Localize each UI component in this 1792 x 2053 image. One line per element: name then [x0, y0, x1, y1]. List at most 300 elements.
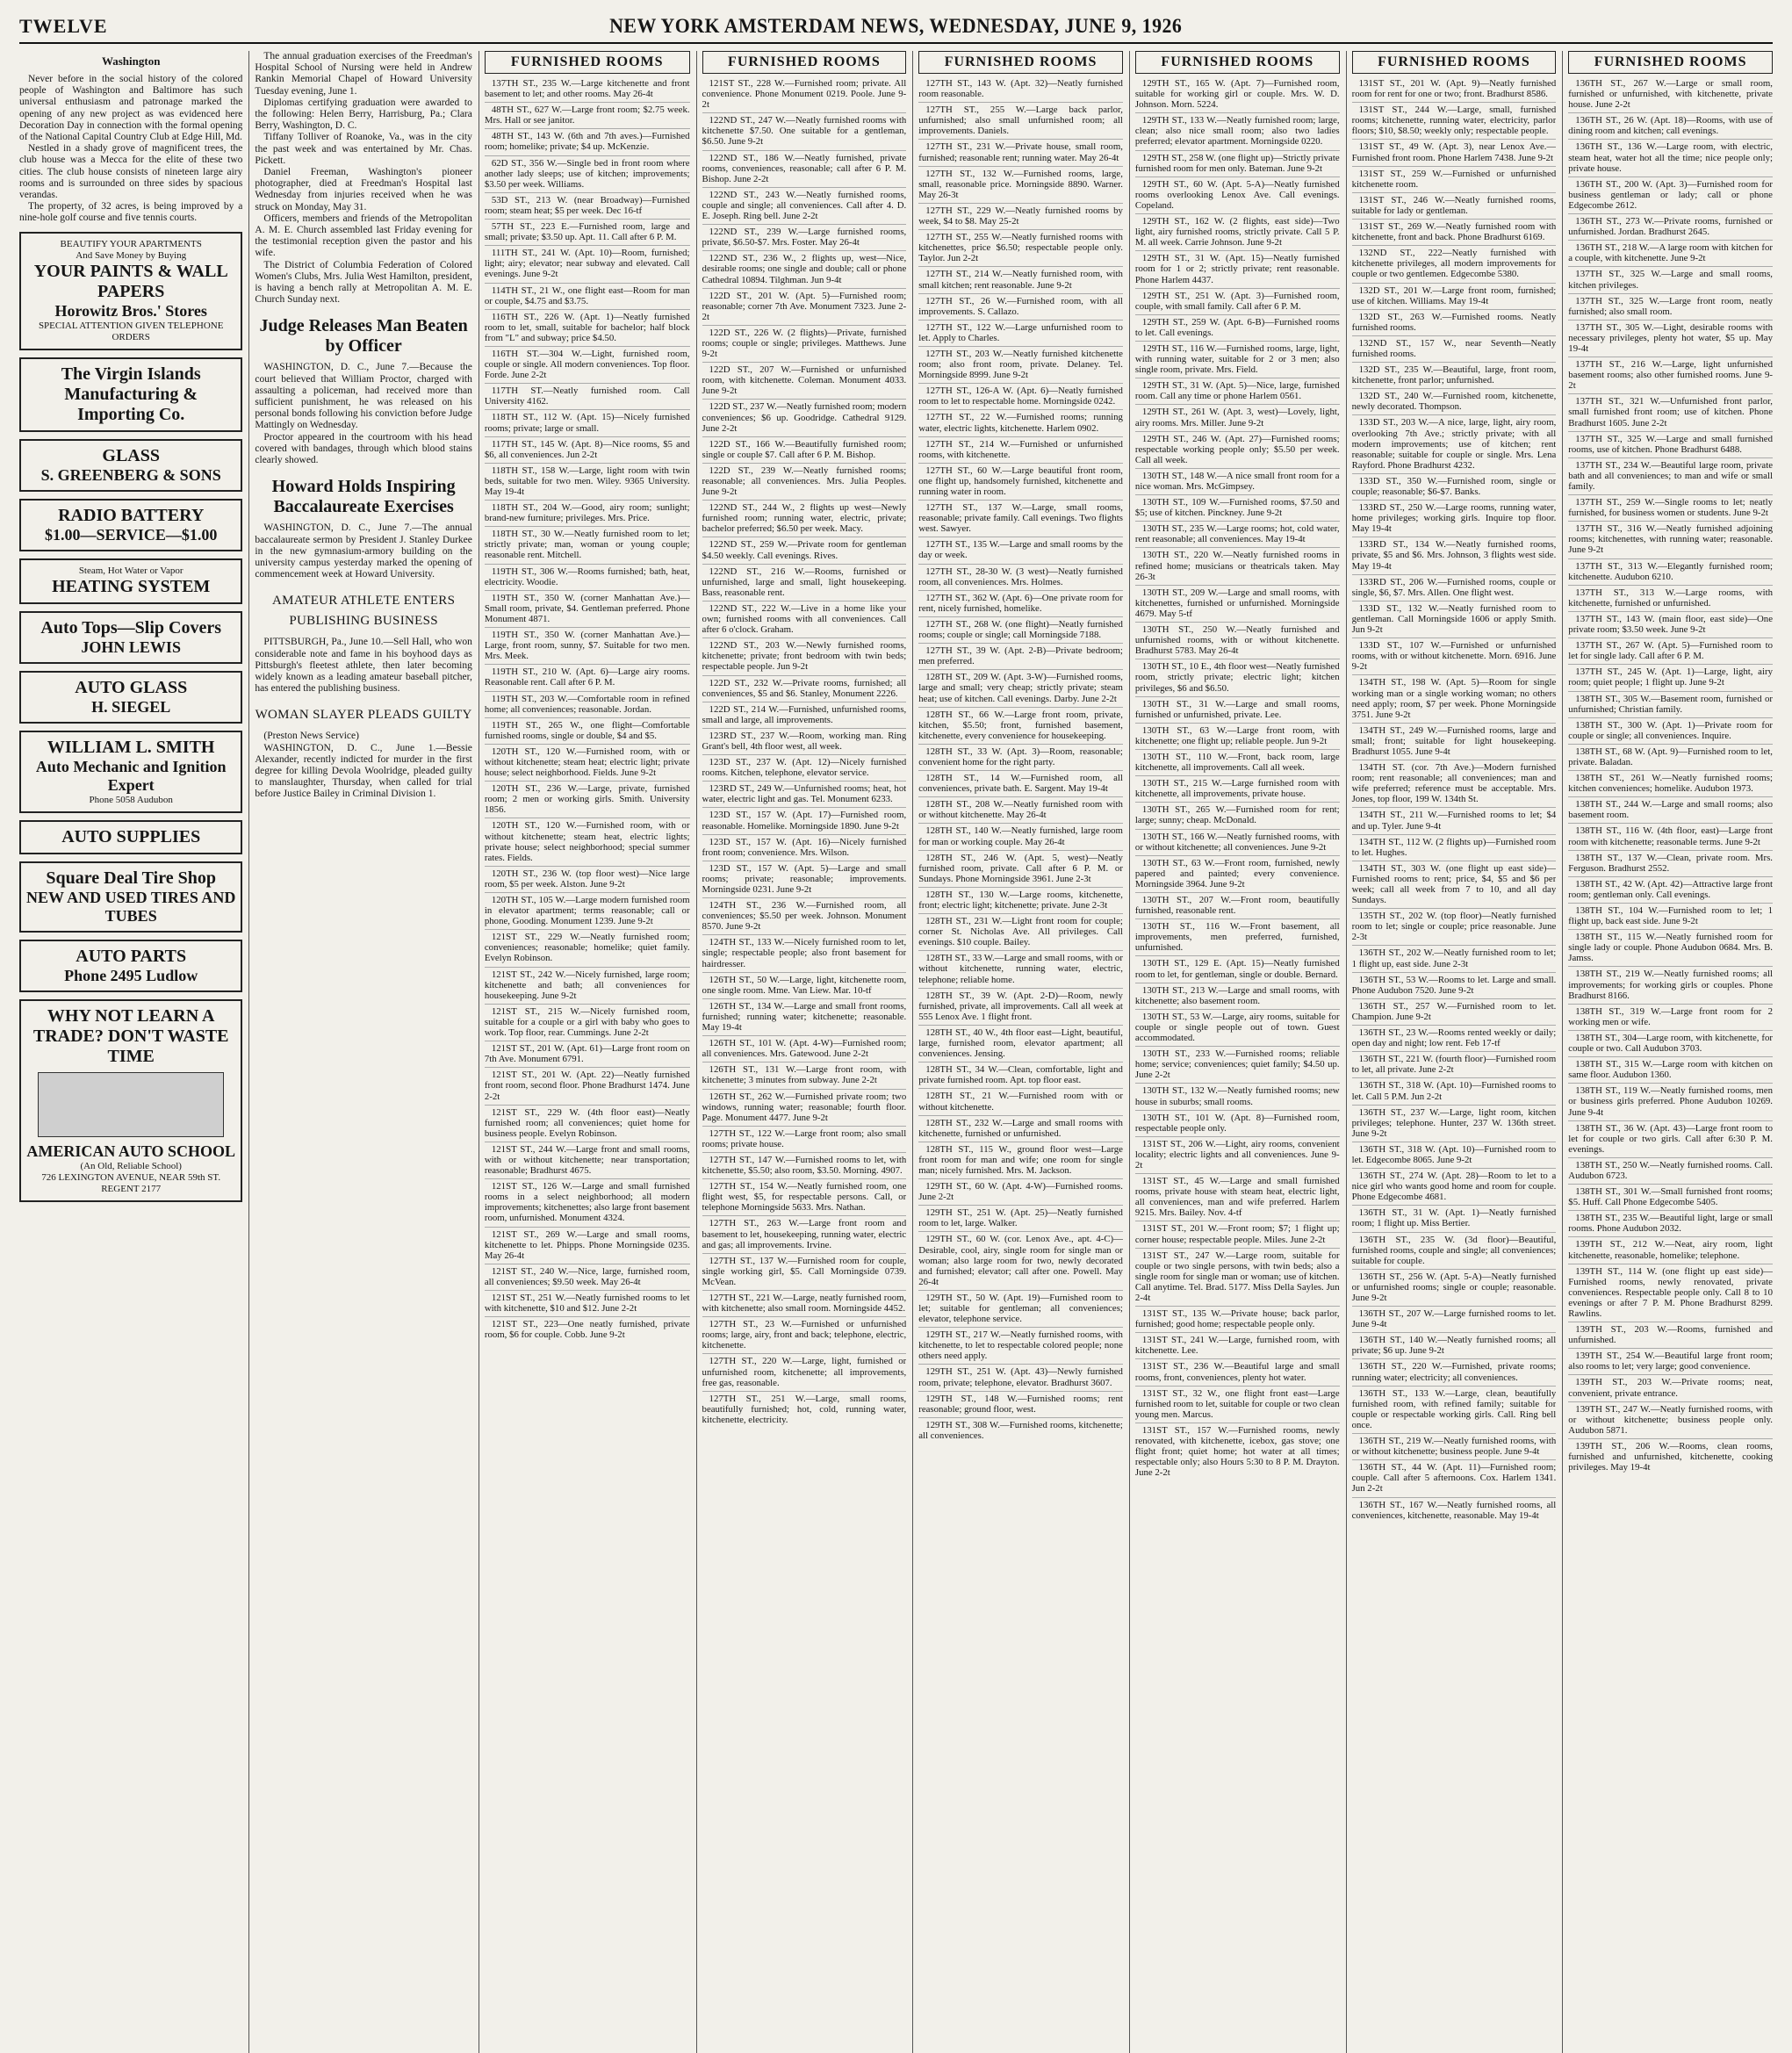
classified-ad: 136TH ST., 23 W.—Rooms rented weekly or daily; open day and night; low rent. Feb 17-tf: [1352, 1025, 1557, 1048]
classified-ad: 137TH ST., 313 W.—Large rooms, with kitchenette, furnished or unfurnished.: [1568, 585, 1773, 609]
classified-ad: 127TH ST., 229 W.—Neatly furnished rooms by week, $4 to $8. May 25-2t: [918, 203, 1123, 227]
classified-ad: 129TH ST., 251 W. (Apt. 25)—Neatly furnished room to let, large. Walker.: [918, 1205, 1123, 1228]
classified-ad: 122ND ST., 259 W.—Private room for gentleman $4.50 weekly. Call evenings. Rives.: [702, 537, 907, 560]
classified-ad: 130TH ST., 220 W.—Neatly furnished rooms in refined home; musicians or theatricals taken. May 26-3t: [1135, 547, 1340, 581]
classified-ad: 123D ST., 157 W. (Apt. 5)—Large and small rooms; private; reasonable; improvements. Morningside 0231. June 9-2t: [702, 861, 907, 895]
ad-title: YOUR PAINTS & WALL PAPERS: [33, 261, 228, 301]
classified-ad: 120TH ST., 120 W.—Furnished room, with or without kitchenette; steam heat; electric light; private house; select neighborhood. Fields. June 9-2t: [485, 744, 690, 778]
classified-column: [1346, 51, 1557, 2053]
classified-ad: 138TH ST., 137 W.—Clean, private room. Mrs. Ferguson. Bradhurst 2552.: [1568, 850, 1773, 874]
classified-ad: 128TH ST., 209 W. (Apt. 3-W)—Furnished rooms, large and small; very cheap; strictly private; steam heat; use of kitchen. Call evenings. Darby. June 2-2t: [918, 669, 1123, 703]
ad-line: Horowitz Bros.' Stores: [54, 301, 207, 320]
classified-ad: 129TH ST., 116 W.—Furnished rooms, large, light, with running water, suitable for 2 or 3 men; also single room, private. Mrs. Field.: [1135, 341, 1340, 375]
classified-ad: 138TH ST., 119 W.—Neatly furnished rooms, men or business girls preferred. Phone Audubon 10269. June 9-4t: [1568, 1083, 1773, 1117]
classified-ad: 139TH ST., 212 W.—Neat, airy room, light kitchenette, reasonable, homelike; telephone.: [1568, 1236, 1773, 1260]
classified-ad: 138TH ST., 301 W.—Small furnished front rooms; $5. Huff. Call Phone Edgecombe 5405.: [1568, 1184, 1773, 1207]
classified-ad: 127TH ST., 255 W.—Large back parlor, unfurnished; also small unfurnished room; all improvements. Daniels.: [918, 102, 1123, 136]
classified-ad: 122D ST., 239 W.—Neatly furnished rooms; reasonable; all conveniences. Mrs. Julia Peoples. June 9-2t: [702, 463, 907, 497]
school-address: 726 LEXINGTON AVENUE, NEAR 59th ST. REGENT 2177: [41, 1171, 221, 1194]
classified-ad: 136TH ST., 257 W.—Furnished room to let. Champion. June 9-2t: [1352, 998, 1557, 1022]
news-paragraph: Tiffany Tolliver of Roanoke, Va., was in the city the past week and was entertained by Mr. Chas. Pickett.: [255, 132, 472, 166]
classified-ad: 130TH ST., 101 W. (Apt. 8)—Furnished room, respectable people only.: [1135, 1110, 1340, 1134]
classified-ad: 136TH ST., 273 W.—Private rooms, furnished or unfurnished. Jordan. Bradhurst 2645.: [1568, 213, 1773, 237]
furnished-rooms-heading: FURNISHED ROOMS: [702, 51, 907, 74]
classified-ad: 127TH ST., 22 W.—Furnished rooms; running water, electric lights, kitchenette. Harlem 0902.: [918, 409, 1123, 433]
ad-paints: [19, 232, 242, 350]
classified-ad: 120TH ST., 236 W.—Large, private, furnished room; 2 men or working girls. Smith. University 1856.: [485, 781, 690, 815]
classified-ad: 129TH ST., 259 W. (Apt. 6-B)—Furnished rooms to let. Call evenings.: [1135, 314, 1340, 338]
classified-ad: 123D ST., 237 W. (Apt. 12)—Nicely furnished rooms. Kitchen, telephone, elevator service.: [702, 754, 907, 778]
classified-ad: 137TH ST., 234 W.—Beautiful large room, private bath and all conveniences; to man and wife or small family.: [1568, 457, 1773, 492]
ad-line: SPECIAL ATTENTION GIVEN TELEPHONE ORDERS: [38, 320, 224, 342]
classified-ad: 131ST ST., 241 W.—Large, furnished room, with kitchenette. Lee.: [1135, 1332, 1340, 1356]
ad-line: Steam, Hot Water or Vapor: [78, 565, 184, 576]
classified-ad: 127TH ST., 255 W.—Neatly furnished rooms with kitchenettes, price $6.50; respectable people only. Taylor. Jun 2-2t: [918, 229, 1123, 263]
classified-ad: 136TH ST., 274 W. (Apt. 28)—Room to let to a nice girl who wants good home and room for couple. Phone Edgecombe 4681.: [1352, 1168, 1557, 1202]
classified-ad: 126TH ST., 262 W.—Furnished private room; two windows, running water; reasonable; fourth floor. Page. Monument 4477. June 9-2t: [702, 1089, 907, 1123]
classified-ad: 137TH ST., 143 W. (main floor, east side)—One private room; $3.50 week. June 9-2t: [1568, 611, 1773, 635]
classified-ad: 136TH ST., 235 W. (3d floor)—Beautiful, furnished rooms, couple and single; all conveniences; suitable for couple.: [1352, 1232, 1557, 1266]
classified-ad: 122ND ST., 203 W.—Newly furnished rooms, kitchenette; private; front bedroom with twin beds; respectable people. Jun 9-2t: [702, 638, 907, 672]
classified-ad: 136TH ST., 53 W.—Rooms to let. Large and small. Phone Audubon 7520. June 9-2t: [1352, 972, 1557, 996]
classified-ad: 136TH ST., 256 W. (Apt. 5-A)—Neatly furnished or unfurnished rooms; single or couple; reasonable. June 9-2t: [1352, 1269, 1557, 1303]
classified-ad: 121ST ST., 229 W. (4th floor east)—Neatly furnished room; all conveniences; quiet home for business people. Evelyn Robinson.: [485, 1105, 690, 1139]
classified-ad: 128TH ST., 232 W.—Large and small rooms with kitchenette, furnished or unfurnished.: [918, 1115, 1123, 1139]
washington-paragraph: Never before in the social history of the colored people of Washington and Baltimore has such universal enthusiasm and patronage marked the opening of any new project as was evidenced here Decoration Day in connection with the formal opening of the National Capital Country Club at Edge Hill, Md.: [19, 74, 243, 143]
classified-ad: 122ND ST., 244 W., 2 flights up west—Newly furnished room; running water, electric, private; bachelor preferred; $6.50 per week. Macy.: [702, 500, 907, 534]
classified-list: [1352, 78, 1557, 1521]
ad-title: RADIO BATTERY: [58, 505, 205, 525]
classified-list: [1568, 78, 1773, 1473]
classified-ad: 121ST ST., 269 W.—Large and small rooms, kitchenette to let. Phipps. Phone Morningside 0235. May 26-4t: [485, 1227, 690, 1261]
classified-ad: 131ST ST., 32 W., one flight front east—Large furnished room to let, suitable for couple or two clean young men. Marcus.: [1135, 1386, 1340, 1420]
ad-line: NEW AND USED TIRES AND TUBES: [25, 888, 236, 925]
classified-ad: 137TH ST., 267 W. (Apt. 5)—Furnished room to let for single lady. Call after 6 P. M.: [1568, 638, 1773, 661]
classified-ad: 127TH ST., 214 W.—Neatly furnished room, with small kitchen; rent reasonable. June 9-2t: [918, 266, 1123, 290]
classified-ad: 138TH ST., 115 W.—Neatly furnished room for single lady or couple. Phone Audubon 0684. Mrs. B. Jamss.: [1568, 929, 1773, 963]
classified-ad: 124TH ST., 236 W.—Furnished room, all conveniences; $5.50 per week. Johnson. Monument 8570. June 9-2t: [702, 897, 907, 932]
classified-ad: 128TH ST., 115 W., ground floor west—Large front room for man and wife; one room for single man; nicely furnished. Mrs. M. Jackson.: [918, 1142, 1123, 1176]
ad-radio-battery: [19, 499, 242, 551]
classified-ad: 111TH ST., 241 W. (Apt. 10)—Room, furnished; light; airy; elevator; near subway and elevated. Call evenings. June 9-2t: [485, 245, 690, 279]
classified-ad: 130TH ST., 265 W.—Furnished room for rent; large; sunny; cheap. McDonald.: [1135, 802, 1340, 825]
news-paragraph: Diplomas certifying graduation were awarded to the following: Helen Berry, Harrisburg, Pa.; Clara Berry, Washington, D. C.: [255, 97, 472, 132]
classified-ad: 138TH ST., 68 W. (Apt. 9)—Furnished room to let, private. Baladan.: [1568, 744, 1773, 767]
washington-paragraph: The property, of 32 acres, is being improved by a nine-hole golf course and five tennis courts.: [19, 201, 243, 224]
classified-ad: 130TH ST., 53 W.—Large, airy rooms, suitable for couple or single people out of town. Guest accommodated.: [1135, 1009, 1340, 1043]
classified-ad: 135TH ST., 202 W. (top floor)—Neatly furnished room to let; single or couple; price reasonable. June 2-3t: [1352, 908, 1557, 942]
classified-ad: 136TH ST., 218 W.—A large room with kitchen for a couple, with kitchenette. June 9-2t: [1568, 240, 1773, 263]
classified-ad: 131ST ST., 236 W.—Beautiful large and small rooms, front, conveniences, plenty hot water.: [1135, 1358, 1340, 1382]
classified-ad: 131ST ST., 206 W.—Light, airy rooms, convenient locality; electric lights and all conveniences. June 9-2t: [1135, 1136, 1340, 1171]
ad-title: AUTO SUPPLIES: [61, 826, 201, 846]
classified-ad: 130TH ST., 63 W.—Front room, furnished, newly papered and painted; every convenience. Morningside 3964. June 9-2t: [1135, 855, 1340, 890]
classified-ad: 121ST ST., 223—One neatly furnished, private room, $6 for couple. Cobb. June 9-2t: [485, 1316, 690, 1340]
classified-ad: 132D ST., 263 W.—Furnished rooms. Neatly furnished rooms.: [1352, 309, 1557, 333]
classified-ad: 136TH ST., 221 W. (fourth floor)—Furnished room to let, all private. June 2-2t: [1352, 1051, 1557, 1075]
classified-ad: 128TH ST., 34 W.—Clean, comfortable, light and private furnished room. Apt. top floor east.: [918, 1062, 1123, 1085]
classified-ad: 134TH ST., 211 W.—Furnished rooms to let; $4 and up. Tyler. June 9-4t: [1352, 807, 1557, 831]
classified-ad: 138TH ST., 219 W.—Neatly furnished rooms; all improvements; for working girls or couples. Phone Bradhurst 8166.: [1568, 966, 1773, 1000]
headline-athlete: AMATEUR ATHLETE ENTERS PUBLISHING BUSINESS: [272, 594, 456, 629]
furnished-rooms-heading: FURNISHED ROOMS: [918, 51, 1123, 74]
classified-ad: 136TH ST., 318 W. (Apt. 10)—Furnished room to let. Edgecombe 8065. June 9-2t: [1352, 1142, 1557, 1165]
classified-ad: 132D ST., 201 W.—Large front room, furnished; use of kitchen. Williams. May 19-4t: [1352, 283, 1557, 306]
classified-ad: 131ST ST., 157 W.—Furnished rooms, newly renovated, with kitchenette, icebox, gas stove; one flight front; quiet home; hot water at all times; respectable only; also Hours 5:30 to 8 P. M. Drayton. June 2-2t: [1135, 1423, 1340, 1478]
classified-ad: 126TH ST., 50 W.—Large, light, kitchenette room, one single room. Mme. Van Liew. Mar. 10-tf: [702, 972, 907, 996]
ad-title: WILLIAM L. SMITH: [47, 737, 215, 757]
column-washington: [19, 51, 242, 2053]
classified-ad: 139TH ST., 254 W.—Beautiful large front room; also rooms to let; very large; good convenience.: [1568, 1348, 1773, 1372]
ad-line: Auto Mechanic and Ignition Expert: [35, 757, 227, 794]
classified-ad: 128TH ST., 208 W.—Neatly furnished room with or without kitchenette. May 26-4t: [918, 796, 1123, 820]
classified-ad: 128TH ST., 14 W.—Furnished room, all conveniences, private bath. E. Sargent. May 19-4t: [918, 770, 1123, 794]
classified-ad: 129TH ST., 251 W. (Apt. 3)—Furnished room, couple, with small family. Call after 6 P. M.: [1135, 288, 1340, 312]
ad-title: Auto Tops—Slip Covers: [40, 617, 221, 638]
car-photo-icon: [38, 1072, 224, 1137]
classified-ad: 131ST ST., 269 W.—Neatly furnished room with kitchenette, front and back. Phone Bradhurst 6169.: [1352, 219, 1557, 242]
classified-ad: 131ST ST., 244 W.—Large, small, furnished rooms; kitchenette, running water, electricity, parlor floors; $10, $8.50; weekly only; respectable people.: [1352, 102, 1557, 136]
classified-ad: 129TH ST., 148 W.—Furnished rooms; rent reasonable; ground floor, west.: [918, 1391, 1123, 1415]
classified-ad: 129TH ST., 258 W. (one flight up)—Strictly private furnished room for men only. Bateman. June 9-2t: [1135, 150, 1340, 174]
news-paragraph: Proctor appeared in the courtroom with his head covered with bandages, through which blood stains clearly showed.: [255, 431, 472, 466]
classified-ad: 127TH ST., 268 W. (one flight)—Neatly furnished rooms; couple or single; call Morningside 7188.: [918, 616, 1123, 640]
classified-ad: 121ST ST., 242 W.—Nicely furnished, large room; kitchenette and bath; all conveniences for housekeeping. June 9-2t: [485, 967, 690, 1001]
classified-ad: 127TH ST., 220 W.—Large, light, furnished or unfurnished room, kitchenette; all improvements, free gas, reasonable.: [702, 1353, 907, 1387]
classified-ad: 137TH ST., 235 W.—Large kitchenette and front basement to let; and other rooms. May 26-4t: [484, 78, 690, 100]
classified-ad: 132ND ST., 157 W., near Seventh—Neatly furnished rooms.: [1352, 335, 1557, 359]
classified-ad: 130TH ST., 207 W.—Front room, beautifully furnished, reasonable rent.: [1135, 892, 1340, 916]
classified-ad: 133RD ST., 206 W.—Furnished rooms, couple or single, $6, $7. Mrs. Allen. One flight west.: [1352, 574, 1557, 598]
classified-ad: 127TH ST., 137 W.—Large, small rooms, reasonable; private family. Call evenings. Two flights west. Sawyer.: [918, 500, 1123, 534]
classified-ad: 139TH ST., 114 W. (one flight up east side)—Furnished rooms, newly renovated, private conveniences. Respectable people only. Call 8 to 10 evenings or after 7 P. M. Phone Bradhurst 8299. Rawlins.: [1568, 1264, 1773, 1319]
classified-ad: 137TH ST., 313 W.—Elegantly furnished room; kitchenette. Audubon 6210.: [1568, 558, 1773, 582]
classified-ad: 119TH ST., 203 W.—Comfortable room in refined home; all conveniences; reasonable. Jordan.: [485, 691, 690, 715]
classified-ad: 138TH ST., 116 W. (4th floor, east)—Large front room with kitchenette; reasonable terms. June 9-2t: [1568, 823, 1773, 846]
classified-ad: 133D ST., 132 W.—Neatly furnished room to gentleman. Call Morningside 1606 or apply Smith. Jun 9-2t: [1352, 601, 1557, 635]
classified-ad: 136TH ST., 133 W.—Large, clean, beautifully furnished room, with refined family; suitable for couple or respectable working girls. Call. Ring bell once.: [1352, 1386, 1557, 1430]
classified-ad: 136TH ST., 220 W.—Furnished, private rooms; running water; electricity; all conveniences.: [1352, 1358, 1557, 1382]
classified-ad: 128TH ST., 140 W.—Neatly furnished, large room for man or working couple. May 26-4t: [918, 823, 1123, 846]
classified-ad: 127TH ST., 28-30 W. (3 west)—Neatly furnished room, all conveniences. Mrs. Holmes.: [918, 564, 1123, 587]
classified-ad: 138TH ST., 244 W.—Large and small rooms; also basement room.: [1568, 796, 1773, 820]
classified-ad: 127TH ST., 231 W.—Private house, small room, furnished; reasonable rent; running water. May 26-4t: [918, 139, 1123, 162]
newspaper-title: NEW YORK AMSTERDAM NEWS, WEDNESDAY, JUNE 9, 1926: [609, 15, 1183, 37]
classified-ad: 136TH ST., 31 W. (Apt. 1)—Neatly furnished room; 1 flight up. Miss Bertier.: [1352, 1205, 1557, 1228]
classified-ad: 136TH ST., 200 W. (Apt. 3)—Furnished room for business gentleman or lady; call or phone Edgecombe 2612.: [1568, 176, 1773, 211]
classified-ad: 139TH ST., 203 W.—Private rooms; neat, convenient, private entrance.: [1568, 1374, 1773, 1398]
ad-auto-parts: [19, 940, 242, 992]
ad-title: HEATING SYSTEM: [52, 576, 211, 596]
classified-ad: 137TH ST., 259 W.—Single rooms to let; neatly furnished, for business women or students. June 9-2t: [1568, 494, 1773, 518]
classified-ad: 132ND ST., 222—Neatly furnished with kitchenette privileges, all modern improvements for couple or two gentlemen. Edgecombe 5380.: [1352, 245, 1557, 279]
news-paragraph: WASHINGTON, D. C., June 7.—Because the court believed that William Proctor, charged with assaulting a policeman, had received more than sufficient punishment, he was released on his personal bonds following his conviction before Judge Mattingly on Wednesday.: [255, 362, 472, 431]
classified-ad: 134TH ST., 112 W. (2 flights up)—Furnished room to let. Hughes.: [1352, 834, 1557, 858]
ad-line: BEAUTIFY YOUR APARTMENTS: [60, 238, 202, 249]
washington-paragraph: Nestled in a shady grove of magnificent trees, the club house was a Mecca for the elite of these two cities. The club house consists of nineteen large airy rooms and is surrounded on three sides by spacious verandas.: [19, 143, 243, 201]
ad-auto-glass: [19, 671, 242, 724]
classified-ad: 122ND ST., 239 W.—Large furnished rooms, private, $6.50-$7. Mrs. Foster. May 26-4t: [702, 224, 907, 248]
classified-ad: 123D ST., 157 W. (Apt. 16)—Nicely furnished front room; convenience. Mrs. Wilson.: [702, 834, 907, 858]
classified-ad: 134TH ST., 303 W. (one flight up east side)—Furnished rooms to rent; price, $4, $5 and $6 per week; call all week from 7 to 10, and all day Sundays.: [1352, 861, 1557, 905]
classified-ad: 117TH ST.—Neatly furnished room. Call University 4162.: [485, 383, 690, 407]
news-paragraph: WASHINGTON, D. C., June 7.—The annual baccalaureate sermon by President J. Stanley Durkee in the new gymnasium-armory building on the university campus yesterday marked the opening of commencement week at Howard University.: [255, 522, 472, 580]
classified-ad: 119TH ST., 350 W. (corner Manhattan Ave.)—Small room, private, $4. Gentleman preferred. Phone Monument 4871.: [485, 590, 690, 624]
classified-ad: 121ST ST., 251 W.—Neatly furnished rooms to let with kitchenette, $10 and $12. June 2-2t: [485, 1290, 690, 1314]
school-ad-title: WHY NOT LEARN A TRADE? DON'T WASTE TIME: [32, 1005, 229, 1066]
classified-ad: 132D ST., 235 W.—Beautiful, large, front room, kitchenette, front parlor; unfurnished.: [1352, 362, 1557, 385]
headline-judge: Judge Releases Man Beaten by Officer: [259, 316, 468, 357]
classified-ad: 139TH ST., 247 W.—Neatly furnished rooms, with or without kitchenette; business people only. Audubon 5871.: [1568, 1401, 1773, 1436]
classified-ad: 136TH ST., 44 W. (Apt. 11)—Furnished room; couple. Call after 5 afternoons. Cox. Harlem 1341. Jun 2-2t: [1352, 1459, 1557, 1494]
classified-ad: 131ST ST., 49 W. (Apt. 3), near Lenox Ave.—Furnished front room. Phone Harlem 7438. June 9-2t: [1352, 139, 1557, 162]
ad-line: Phone 5058 Audubon: [89, 794, 173, 805]
classified-ad: 137TH ST., 321 W.—Unfurnished front parlor, small furnished front room; use of kitchen. Phone Bradhurst 1605. June 2-2t: [1568, 393, 1773, 428]
classified-list: [1135, 78, 1340, 1478]
ad-title: The Virgin Islands Manufacturing & Importing Co.: [61, 364, 201, 424]
washington-heading: Washington: [101, 54, 161, 68]
classified-ad: 139TH ST., 203 W.—Rooms, furnished and unfurnished.: [1568, 1322, 1773, 1345]
classified-ad: 137TH ST., 216 W.—Large, light unfurnished basement rooms; also other furnished rooms. June 9-2t: [1568, 357, 1773, 391]
classified-ad: 121ST ST., 240 W.—Nice, large, furnished room, all conveniences; $9.50 week. May 26-4t: [485, 1264, 690, 1287]
classified-ad: 131ST ST., 135 W.—Private house; back parlor, furnished; good home; respectable people only.: [1135, 1306, 1340, 1329]
classified-ad: 122ND ST., 222 W.—Live in a home like your own; furnished rooms with all conveniences. Call after 6 o'clock. Graham.: [702, 601, 907, 635]
classified-ad: 127TH ST., 137 W.—Furnished room for couple, single working girl, $5. Call Morningside 0739. McVean.: [702, 1253, 907, 1287]
classified-ad: 116TH ST.—304 W.—Light, furnished room, couple or single. All modern conveniences. Top floor. Forde. June 2-2t: [485, 346, 690, 380]
classified-ad: 130TH ST., 166 W.—Neatly furnished rooms, with or without kitchenette; all conveniences. June 9-2t: [1135, 829, 1340, 853]
classified-ad: 119TH ST., 265 W., one flight—Comfortable furnished rooms, single or double, $4 and $5.: [485, 717, 690, 741]
ad-auto-school: [19, 999, 242, 1202]
classified-ad: 130TH ST., 250 W.—Neatly furnished and unfurnished rooms, with or without kitchenette. Bradhurst 5783. May 26-4t: [1135, 622, 1340, 656]
classified-ad: 138TH ST., 104 W.—Furnished room to let; 1 flight up, back east side. June 9-2t: [1568, 903, 1773, 926]
classified-ad: 129TH ST., 261 W. (Apt. 3, west)—Lovely, light, airy rooms. Mrs. Miller. June 9-2t: [1135, 404, 1340, 428]
news-paragraph: WASHINGTON, D. C., June 1.—Bessie Alexander, recently indicted for murder in the first degree for killing Devola Woolridge, pleaded guilty to manslaughter, Thursday, when called for trial before Justice Bailey in Criminal Division 1.: [255, 742, 472, 800]
classified-ad: 128TH ST., 40 W., 4th floor east—Light, beautiful, large, furnished room, elevator apartment; all conveniences. Jensing.: [918, 1025, 1123, 1059]
ad-line: S. GREENBERG & SONS: [40, 465, 221, 484]
headline-slayer: WOMAN SLAYER PLEADS GUILTY: [255, 708, 472, 723]
ad-line: H. SIEGEL: [91, 697, 171, 716]
classified-ad: 120TH ST., 120 W.—Furnished room, with or without kitchenette; steam heat, electric lights; private house; select neighborhood; special summer rates. Fields.: [485, 818, 690, 862]
classified-column: [912, 51, 1123, 2053]
school-sub: (An Old, Reliable School): [80, 1160, 182, 1171]
classified-ad: 137TH ST., 316 W.—Neatly furnished adjoining rooms; kitchenettes, with running water; reasonable. June 9-2t: [1568, 521, 1773, 555]
classified-ad: 131ST ST., 259 W.—Furnished or unfurnished kitchenette room.: [1352, 166, 1557, 190]
classified-ad: 123RD ST., 237 W.—Room, working man. Ring Grant's bell, 4th floor west, all week.: [702, 728, 907, 752]
classified-ad: 119TH ST., 306 W.—Rooms furnished; bath, heat, electricity. Woodie.: [485, 564, 690, 587]
ad-auto-tops: [19, 611, 242, 664]
classified-ad: 131ST ST., 246 W.—Neatly furnished rooms, suitable for lady or gentleman.: [1352, 192, 1557, 216]
classified-ad: 134TH ST., 249 W.—Furnished rooms, large and small; front; suitable for light housekeeping. Bradhurst 1055. June 9-4t: [1352, 723, 1557, 757]
classified-ad: 120TH ST., 236 W. (top floor west)—Nice large room, $5 per week. Alston. June 9-2t: [485, 866, 690, 890]
classified-ad: 138TH ST., 315 W.—Large room with kitchen on same floor. Audubon 1360.: [1568, 1056, 1773, 1080]
classified-ad: 136TH ST., 26 W. (Apt. 18)—Rooms, with use of dining room and kitchen; call evenings.: [1568, 112, 1773, 136]
classified-ad: 127TH ST., 122 W.—Large unfurnished room to let. Apply to Charles.: [918, 320, 1123, 343]
classified-ad: 127TH ST., 154 W.—Neatly furnished room, one flight west, $5, for respectable persons. Call, or telephone Morningside 5633. Mrs. Nathan.: [702, 1178, 907, 1213]
classified-ad: 129TH ST., 133 W.—Neatly furnished room; large, clean; also nice small room; also two ladies preferred; elevator apartment. Morningside 0220.: [1135, 112, 1340, 147]
classified-ad: 130TH ST., 116 W.—Front basement, all improvements, men preferred, furnished, unfurnished.: [1135, 918, 1340, 953]
page-number-label: TWELVE: [19, 15, 108, 37]
classified-ad: 123D ST., 157 W. (Apt. 17)—Furnished room, reasonable. Homelike. Morningside 1890. June 9-2t: [702, 807, 907, 831]
classified-ad: 127TH ST., 362 W. (Apt. 6)—One private room for rent, nicely furnished, homelike.: [918, 590, 1123, 614]
classified-ad: 138TH ST., 235 W.—Beautiful light, large or small rooms. Phone Audubon 2032.: [1568, 1210, 1773, 1234]
classified-ad: 126TH ST., 134 W.—Large and small front rooms, furnished; running water; kitchenette; reasonable. May 19-4t: [702, 998, 907, 1033]
classified-ad: 128TH ST., 21 W.—Furnished room with or without kitchenette.: [918, 1088, 1123, 1112]
classified-ad: 122ND ST., 216 W.—Rooms, furnished or unfurnished, large and small, light housekeeping. Bass, reasonable rent.: [702, 564, 907, 598]
classified-ad: 127TH ST., 122 W.—Large front room; also small rooms; private house.: [702, 1126, 907, 1149]
classified-ad: 133D ST., 203 W.—A nice, large, light, airy room, overlooking 7th Ave.; strictly private; with all modern improvements; use of kitchen; rent reasonable; suitable for couple or single. Mrs. Lena Rayford. Phone Bradhurst 4232.: [1352, 414, 1557, 470]
classified-ad: 134TH ST. (cor. 7th Ave.)—Modern furnished room; rent reasonable; all conveniences; man and wife preferred; reference must be acceptable. Mrs. Jones, top floor, 199 W. 134th St.: [1352, 760, 1557, 804]
classified-ad: 129TH ST., 251 W. (Apt. 43)—Newly furnished room, private; telephone, elevator. Bradhurst 3607.: [918, 1364, 1123, 1387]
classified-ad: 53D ST., 213 W. (near Broadway)—Furnished room; steam heat; $5 per week. Dec 16-tf: [485, 192, 690, 216]
classified-ad: 131ST ST., 247 W.—Large room, suitable for couple or two single persons, with twin beds; also a single room for single man or woman; use of kitchen. Call anytime. Tel. Brad. 5177. Miss Della Sayles. Jun 2-4t: [1135, 1248, 1340, 1303]
classified-ad: 127TH ST., 23 W.—Furnished or unfurnished rooms; large, airy, front and back; telephone, electric, kitchenette.: [702, 1316, 907, 1351]
school-name: AMERICAN AUTO SCHOOL: [26, 1142, 236, 1160]
classified-ad: 122D ST., 237 W.—Neatly furnished room; modern conveniences; $6 up. Goodridge. Cathedral 9129. June 2-2t: [702, 399, 907, 433]
ad-tire-shop: [19, 861, 242, 933]
ad-line: Phone 2495 Ludlow: [64, 966, 198, 984]
classified-ad: 118TH ST., 112 W. (Apt. 15)—Nicely furnished rooms; private; large or small.: [485, 409, 690, 433]
classified-ad: 127TH ST., 26 W.—Furnished room, with all improvements. S. Callazo.: [918, 293, 1123, 317]
classified-ad: 129TH ST., 50 W. (Apt. 19)—Furnished room to let; suitable for gentleman; all conveniences; elevator, telephone service.: [918, 1290, 1123, 1324]
classified-ad: 129TH ST., 60 W. (Apt. 4-W)—Furnished rooms. June 2-2t: [918, 1178, 1123, 1202]
news-paragraph: The District of Columbia Federation of Colored Women's Clubs, Mrs. Julia West Hamilton, president, is having a bench rally at Metropolitan A. M. E. Church Sunday next.: [255, 259, 472, 306]
classified-ad: 130TH ST., 235 W.—Large rooms; hot, cold water, rent reasonable; all conveniences. May 19-4t: [1135, 521, 1340, 544]
classified-ad: 138TH ST., 250 W.—Neatly furnished rooms. Call. Audubon 6723.: [1568, 1157, 1773, 1181]
classified-ad: 129TH ST., 246 W. (Apt. 27)—Furnished rooms; respectable working people only; $5.50 per week. Call all week.: [1135, 431, 1340, 465]
classified-ad: 136TH ST., 136 W.—Large room, with electric, steam heat, water hot all the time; nice people only; private house.: [1568, 139, 1773, 173]
classified-ad: 127TH ST., 132 W.—Furnished rooms, large, small, reasonable price. Morningside 8890. Warner. May 26-3t: [918, 166, 1123, 200]
ad-title: AUTO PARTS: [76, 946, 187, 966]
classified-ad: 130TH ST., 63 W.—Large front room, with kitchenette; one flight up; reliable people. Jun 9-2t: [1135, 723, 1340, 746]
ad-william-smith: [19, 731, 242, 813]
furnished-rooms-heading: FURNISHED ROOMS: [1352, 51, 1557, 74]
classified-ad: 124TH ST., 133 W.—Nicely furnished room to let, single; respectable people; also front basement for hairdresser.: [702, 934, 907, 969]
classified-ad: 136TH ST., 219 W.—Neatly furnished rooms, with or without kitchenette; business people. June 9-4t: [1352, 1433, 1557, 1457]
classified-ad: 138TH ST., 319 W.—Large front room for 2 working men or wife.: [1568, 1004, 1773, 1027]
classified-ad: 137TH ST., 325 W.—Large and small furnished rooms, use of kitchen. Phone Bradhurst 6488.: [1568, 431, 1773, 455]
furnished-rooms-heading: FURNISHED ROOMS: [1568, 51, 1773, 74]
ad-line: And Save Money by Buying: [76, 249, 187, 261]
classified-ad: 127TH ST., 126-A W. (Apt. 6)—Neatly furnished room to let to respectable home. Morningside 0242.: [918, 383, 1123, 407]
classified-ad: 131ST ST., 201 W.—Front room; $7; 1 flight up; corner house; respectable people. Miles. June 2-2t: [1135, 1221, 1340, 1244]
masthead: [19, 11, 1773, 44]
classified-ad: 136TH ST., 267 W.—Large or small room, furnished or unfurnished, with kitchenette, private house. June 2-2t: [1568, 78, 1773, 111]
ad-title: Square Deal Tire Shop: [46, 868, 216, 888]
classified-ad: 133RD ST., 250 W.—Large rooms, running water, home privileges; working girls. Inquire top floor. May 19-4t: [1352, 500, 1557, 534]
classified-ad: 137TH ST., 325 W.—Large and small rooms, kitchen privileges.: [1568, 266, 1773, 290]
classified-ad: 133D ST., 107 W.—Furnished or unfurnished rooms, with or without kitchenette. Morn. 6916. June 9-2t: [1352, 638, 1557, 672]
classified-ad: 131ST ST., 45 W.—Large and small furnished rooms, private house with steam heat, electric light, all conveniences, man and wife preferred. Harlem 9215. Mrs. Bailey. Nov. 4-tf: [1135, 1173, 1340, 1218]
classified-ad: 57TH ST., 223 E.—Furnished room, large and small; private; $3.50 up. Apt. 11. Call after 6 P. M.: [485, 219, 690, 242]
classified-ad: 121ST ST., 244 W.—Large front and small rooms, with or without kitchenette; near transportation; reasonable; Bradhurst 4675.: [485, 1142, 690, 1176]
classified-list: [485, 78, 690, 1340]
classified-ad: 136TH ST., 167 W.—Neatly furnished rooms, all conveniences, kitchenette, reasonable. May 19-4t: [1352, 1497, 1557, 1521]
classified-ad: 129TH ST., 165 W. (Apt. 7)—Furnished room, suitable for working girl or couple. Mrs. W. D. Johnson. Morn. 5224.: [1134, 78, 1340, 111]
classified-list: [702, 78, 907, 1425]
classified-ad: 118TH ST., 158 W.—Large, light room with twin beds, suitable for two men. Wiley. 9365 University. May 19-4t: [485, 463, 690, 497]
classified-ad: 128TH ST., 39 W. (Apt. 2-D)—Room, newly furnished, private, all improvements. Call all week at 555 Lenox Ave. 1 flight front.: [918, 988, 1123, 1022]
news-paragraph: Daniel Freeman, Washington's pioneer photographer, died at Freedman's Hospital last Wednesday from injuries received when he was struck on Monday, May 31.: [255, 167, 472, 213]
classified-ad: 123RD ST., 249 W.—Unfurnished rooms; heat, hot water, electric light and gas. Tel. Monument 6233.: [702, 781, 907, 804]
classified-ad: 130TH ST., 213 W.—Large and small rooms, with kitchenette; also basement room.: [1135, 983, 1340, 1006]
classified-column: [1562, 51, 1773, 2053]
classified-ad: 139TH ST., 206 W.—Rooms, clean rooms, furnished and unfurnished, kitchenette, cooking privileges. May 19-4t: [1568, 1438, 1773, 1473]
classified-ad: 138TH ST., 42 W. (Apt. 42)—Attractive large front room; gentleman only. Call evenings.: [1568, 876, 1773, 900]
classified-ad: 127TH ST., 203 W.—Neatly furnished kitchenette room; also front room, private. Delaney. Tel. Morningside 8999. June 9-2t: [918, 346, 1123, 380]
classified-ad: 48TH ST., 143 W. (6th and 7th aves.)—Furnished room; homelike; private; $4 up. McKenzie.: [485, 128, 690, 152]
classified-ad: 129TH ST., 217 W.—Neatly furnished rooms, with kitchenette, to let to respectable colored people; none others need apply.: [918, 1327, 1123, 1361]
classified-ad: 130TH ST., 148 W.—A nice small front room for a nice woman. Mrs. McGimpsey.: [1135, 468, 1340, 492]
classified-ad: 122D ST., 207 W.—Furnished or unfurnished room, with kitchenette. Coleman. Monument 4033. June 9-2t: [702, 362, 907, 396]
classified-ad: 62D ST., 356 W.—Single bed in front room where another lady sleeps; use of kitchen; improvements; $3.50 per week. Williams.: [485, 155, 690, 190]
classified-ad: 117TH ST., 145 W. (Apt. 8)—Nice rooms, $5 and $6, all conveniences. Jun 2-2t: [485, 436, 690, 460]
classified-ad: 128TH ST., 130 W.—Large rooms, kitchenette, front; electric light; kitchenette; private. June 2-3t: [918, 887, 1123, 911]
furnished-rooms-heading: FURNISHED ROOMS: [485, 51, 690, 74]
classified-ad: 127TH ST., 214 W.—Furnished or unfurnished rooms, with kitchenette.: [918, 436, 1123, 460]
classified-ad: 130TH ST., 132 W.—Neatly furnished rooms; new house in suburbs; small rooms.: [1135, 1083, 1340, 1106]
ad-virgin-islands: [19, 357, 242, 432]
classified-ad: 127TH ST., 135 W.—Large and small rooms by the day or week.: [918, 537, 1123, 560]
classified-ad: 131ST ST., 201 W. (Apt. 9)—Neatly furnished room for rent for one or two; front. Bradhurst 8586.: [1351, 78, 1557, 100]
classified-ad: 122ND ST., 186 W.—Neatly furnished, private rooms, conveniences, reasonable; call after 6 P. M. Bishop. June 2-2t: [702, 150, 907, 184]
classified-ad: 136TH ST., 202 W.—Neatly furnished room to let; 1 flight up, east side. June 2-3t: [1352, 945, 1557, 969]
classified-ad: 138TH ST., 304—Large room, with kitchenette, for couple or two. Call Audubon 3703.: [1568, 1030, 1773, 1054]
classified-ad: 128TH ST., 66 W.—Large front room, private, kitchen, $5.50; front, furnished basement, kitchenette, every convenience for housekeeping.: [918, 707, 1123, 741]
classified-ad: 130TH ST., 10 E., 4th floor west—Neatly furnished room, strictly private; electric light; kitchen privileges, $6 and $6.50.: [1135, 659, 1340, 693]
ad-line: JOHN LEWIS: [81, 638, 181, 656]
news-paragraph: (Preston News Service): [263, 731, 359, 742]
classified-ad: 127TH ST., 251 W.—Large, small rooms, beautifully furnished; hot, cold, running water, kitchenette, electricity.: [702, 1391, 907, 1425]
classified-ad: 138TH ST., 300 W. (Apt. 1)—Private room for couple or single; all conveniences. Inquire.: [1568, 717, 1773, 741]
classified-ad: 116TH ST., 226 W. (Apt. 1)—Neatly furnished room to let, small, suitable for bachelor; half block from "L" and subway; price $4.50.: [485, 309, 690, 343]
classified-ad: 127TH ST., 39 W. (Apt. 2-B)—Private bedroom; men preferred.: [918, 643, 1123, 666]
classified-ad: 127TH ST., 60 W.—Large beautiful front room, one flight up, handsomely furnished, kitchenette and running water in room.: [918, 463, 1123, 497]
classified-ad: 126TH ST., 131 W.—Large front room, with kitchenette; 3 minutes from subway. June 2-2t: [702, 1062, 907, 1085]
classified-ad: 133D ST., 350 W.—Furnished room, single or couple; reasonable; $6-$7. Banks.: [1352, 473, 1557, 497]
ad-title: GLASS: [102, 445, 160, 465]
classified-ad: 130TH ST., 109 W.—Furnished rooms, $7.50 and $5; use of kitchen. Pinckney. June 9-2t: [1135, 494, 1340, 518]
classified-ad: 122ND ST., 243 W.—Neatly furnished rooms, couple and single; all conveniences. Call after 4. D. E. Joseph. Ring bell. June 2-2t: [702, 187, 907, 221]
classified-ad: 130TH ST., 129 E. (Apt. 15)—Neatly furnished room to let, for gentleman, single or double. Bernard.: [1135, 955, 1340, 979]
classified-ad: 136TH ST., 237 W.—Large, light room, kitchen privileges; telephone. Hunter, 237 W. 136th street. June 9-2t: [1352, 1105, 1557, 1139]
classified-ad: 129TH ST., 60 W. (cor. Lenox Ave., apt. 4-C)—Desirable, cool, airy, single room for single man or woman; also large room for two, newly decorated and furnished; elevator; call after one. Powell. May 26-4t: [918, 1231, 1123, 1286]
classified-ad: 128TH ST., 33 W. (Apt. 3)—Room, reasonable; convenient home for the right party.: [918, 744, 1123, 767]
classified-ad: 138TH ST., 305 W.—Basement room, furnished or unfurnished; Christian family.: [1568, 691, 1773, 715]
classified-ad: 121ST ST., 229 W.—Neatly furnished room; conveniences; reasonable; homelike; quiet family. Evelyn Robinson.: [485, 929, 690, 963]
classified-ad: 122D ST., 226 W. (2 flights)—Private, furnished rooms; couple or single; privileges. Matthews. June 9-2t: [702, 325, 907, 359]
furnished-rooms-heading: FURNISHED ROOMS: [1135, 51, 1340, 74]
classified-ad: 137TH ST., 245 W. (Apt. 1)—Large, light, airy room; quiet people; 1 flight up. June 9-2t: [1568, 664, 1773, 688]
classified-ad: 120TH ST., 105 W.—Large modern furnished room in elevator apartment; terms reasonable; call or phone, Gooding. Monument 1239. June 9-2t: [485, 892, 690, 926]
classified-ad: 136TH ST., 207 W.—Large furnished rooms to let. June 9-4t: [1352, 1306, 1557, 1329]
ad-auto-supplies: [19, 820, 242, 854]
classified-ad: 130TH ST., 233 W.—Furnished rooms; reliable home; service; conveniences; quiet family; $4.50 up. June 2-2t: [1135, 1046, 1340, 1080]
classified-ad: 127TH ST., 147 W.—Furnished rooms to let, with kitchenette, $5.50; also room, $3.50. Morning. 4907.: [702, 1152, 907, 1176]
news-paragraph: PITTSBURGH, Pa., June 10.—Sell Hall, who won considerable note and fame in his boyhood days as Pittsburgh's fleetest athlete, then later becoming widely known as a leading amateur baseball pitcher, has entered the publishing business.: [255, 637, 472, 695]
classified-ad: 130TH ST., 209 W.—Large and small rooms, with kitchenettes, furnished or unfurnished. Morningside 4679. May 5-tf: [1135, 585, 1340, 619]
classified-ad: 122D ST., 214 W.—Furnished, unfurnished rooms, small and large, all improvements.: [702, 702, 907, 725]
classified-ad: 122ND ST., 236 W., 2 flights up, west—Nice, desirable rooms; one single and double; call or phone Cathedral 10894. Tilghman. Jun 9-4t: [702, 250, 907, 285]
classified-ad: 134TH ST., 198 W. (Apt. 5)—Room for single working man or a single working woman; no others need apply; room, $7 per week. Phone Morningside 3751. June 9-2t: [1352, 674, 1557, 719]
ad-line: $1.00—SERVICE—$1.00: [44, 525, 218, 544]
ad-title: AUTO GLASS: [75, 677, 188, 697]
classified-ad: 136TH ST., 318 W. (Apt. 10)—Furnished rooms to let. Call 5 P.M. Jun 2-2t: [1352, 1077, 1557, 1101]
classified-ad: 136TH ST., 140 W.—Neatly furnished rooms; all private; $6 up. June 9-2t: [1352, 1332, 1557, 1356]
classified-ad: 122D ST., 232 W.—Private rooms, furnished; all conveniences, $5 and $6. Stanley, Monument 2226.: [702, 675, 907, 699]
classified-ad: 133RD ST., 134 W.—Neatly furnished rooms, private, $5 and $6. Mrs. Johnson, 3 flights west side. May 19-4t: [1352, 537, 1557, 571]
classified-ad: 121ST ST., 201 W. (Apt. 22)—Neatly furnished front room, second floor. Phone Bradhurst 1474. June 2-2t: [485, 1067, 690, 1101]
news-paragraph: Officers, members and friends of the Metropolitan A. M. E. Church assembled last Friday evening for the testimonial reception given the pastor and his wife.: [255, 213, 472, 259]
